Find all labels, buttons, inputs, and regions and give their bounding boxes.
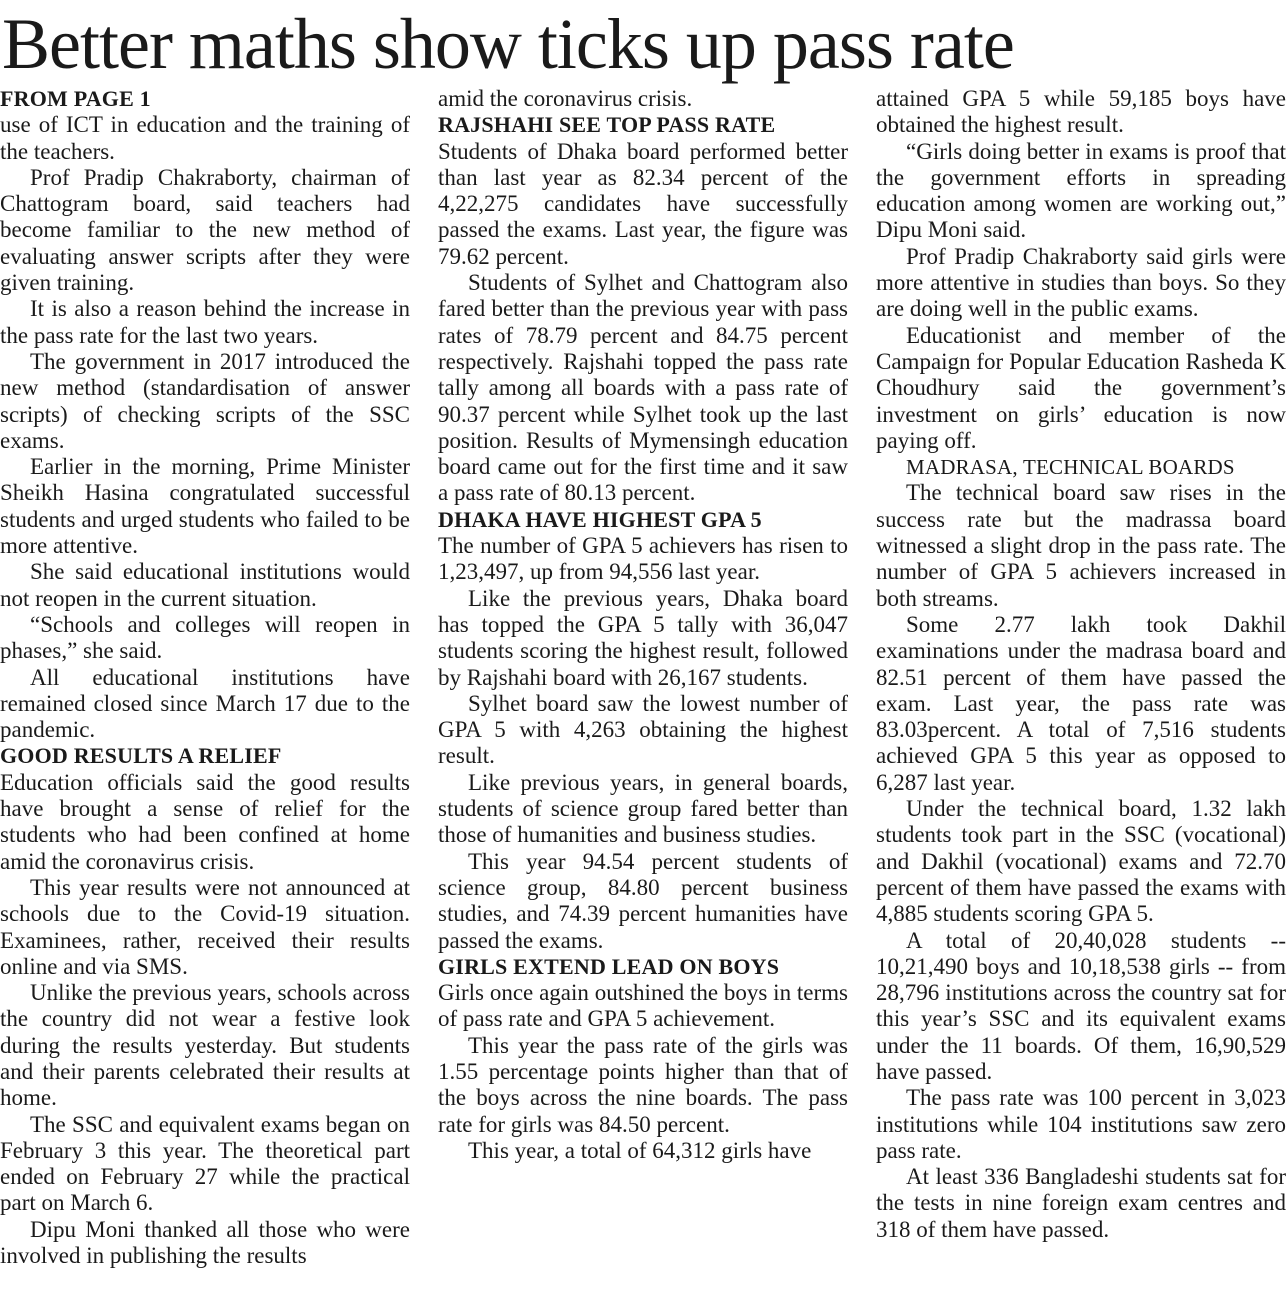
article-paragraph: The government in 2017 introduced the new method (standardisation of answer scripts) of checking scripts of the SSC exams.	[0, 348, 410, 453]
article-paragraph: Girls once again outshined the boys in terms of pass rate and GPA 5 achievement.	[438, 980, 848, 1032]
article-paragraph: At least 336 Bangladeshi students sat for the tests in nine foreign exam centres and 318 of them have passed.	[876, 1164, 1286, 1242]
article-paragraph: amid the coronavirus crisis.	[438, 86, 693, 111]
section-subheading: DHAKA HAVE HIGHEST GPA 5	[438, 506, 762, 532]
article-paragraph: Prof Pradip Chakraborty, chairman of Chattogram board, said teachers had become familiar to the new method of evaluating answer scripts after they were given training.	[0, 164, 410, 296]
article-paragraph: Educationist and member of the Campaign for Popular Education Rasheda K Choudhury said the government’s investment on girls’ education is now paying off.	[876, 322, 1286, 453]
section-subheading: GOOD RESULTS A RELIEF	[0, 743, 282, 769]
article-paragraph: attained GPA 5 while 59,185 boys have obtained the highest result.	[876, 86, 1286, 138]
article-paragraph: Unlike the previous years, schools across the country did not wear a festive look during the results yesterday. But students and their parents celebrated their results at home.	[0, 980, 410, 1111]
article-paragraph: Students of Dhaka board performed better than last year as 82.34 percent of the 4,22,275 candidates have successfully passed the exams. Last year, the figure was 79.62 percent.	[438, 138, 848, 269]
article-paragraph: This year results were not announced at schools due to the Covid-19 situation. Examinees, rather, received their results online and via SMS.	[0, 874, 410, 979]
article-paragraph: Education officials said the good results have brought a sense of relief for the students who had been confined at home amid the coronavirus crisis.	[0, 769, 410, 874]
article-paragraph: Prof Pradip Chakraborty said girls were more attentive in studies than boys. So they are doing well in the public exams.	[876, 243, 1286, 322]
section-subheading: RAJSHAHI SEE TOP PASS RATE	[438, 112, 776, 138]
article-headline: Better maths show ticks up pass rate	[2, 4, 1014, 84]
article-paragraph: “Schools and colleges will reopen in phases,” she said.	[0, 611, 410, 664]
article-paragraph: The pass rate was 100 percent in 3,023 institutions while 104 institutions saw zero pass rate.	[876, 1085, 1286, 1163]
article-paragraph: All educational institutions have remained closed since March 17 due to the pandemic.	[0, 664, 410, 743]
article-paragraph: She said educational institutions would not reopen in the current situation.	[0, 559, 410, 611]
article-paragraph: It is also a reason behind the increase in the pass rate for the last two years.	[0, 296, 410, 348]
article-paragraph: Some 2.77 lakh took Dakhil examinations under the madrasa board and 82.51 percent of them have passed the exam. Last year, the pass rate was 83.03percent. A total of 7,516 students achieved GPA 5 this year as opposed to 6,287 last year.	[876, 611, 1286, 795]
article-paragraph: Sylhet board saw the lowest number of GPA 5 with 4,263 obtaining the highest result.	[438, 690, 848, 769]
article-paragraph: use of ICT in education and the training of the teachers.	[0, 112, 410, 164]
article-paragraph: This year the pass rate of the girls was 1.55 percentage points higher than that of the boys across the nine boards. The pass rate for girls was 84.50 percent.	[438, 1032, 848, 1137]
article-paragraph: Earlier in the morning, Prime Minister Sheikh Hasina congratulated successful students and urged students who failed to be more attentive.	[0, 454, 410, 559]
section-subheading: MADRASA, TECHNICAL BOARDS	[906, 455, 1235, 480]
article-column-3	[876, 86, 1286, 1308]
article-paragraph: The number of GPA 5 achievers has risen to 1,23,497, up from 94,556 last year.	[438, 533, 848, 585]
article-paragraph: This year, a total of 64,312 girls have	[468, 1137, 812, 1163]
article-paragraph: Like the previous years, Dhaka board has topped the GPA 5 tally with 36,047 students scoring the highest result, followed by Rajshahi board with 26,167 students.	[438, 585, 848, 690]
article-paragraph: The SSC and equivalent exams began on February 3 this year. The theoretical part ended on February 27 while the practical part on March 6.	[0, 1111, 410, 1216]
article-column-1	[0, 86, 410, 1308]
section-subheading: GIRLS EXTEND LEAD ON BOYS	[438, 953, 780, 979]
article-paragraph: Under the technical board, 1.32 lakh students took part in the SSC (vocational) and Dakhil (vocational) exams and 72.70 percent of them have passed the exams with 4,885 students scoring GPA 5.	[876, 796, 1286, 927]
section-subheading: FROM PAGE 1	[0, 86, 151, 111]
article-paragraph: Dipu Moni thanked all those who were involved in publishing the results	[0, 1216, 410, 1269]
article-paragraph: Students of Sylhet and Chattogram also fared better than the previous year with pass rates of 78.79 percent and 84.75 percent respectively. Rajshahi topped the pass rate tally among all boards with a pass rate of 90.37 percent while Sylhet took up the last position. Results of Mymensingh education board came out for the first time and it saw a pass rate of 80.13 percent.	[438, 270, 848, 506]
article-paragraph: “Girls doing better in exams is proof that the government efforts in spreading education among women are working out,” Dipu Moni said.	[876, 138, 1286, 243]
article-paragraph: This year 94.54 percent students of science group, 84.80 percent business studies, and 74.39 percent humanities have passed the exams.	[438, 848, 848, 953]
article-paragraph: The technical board saw rises in the success rate but the madrassa board witnessed a slight drop in the pass rate. The number of GPA 5 achievers increased in both streams.	[876, 480, 1286, 611]
article-column-2	[438, 86, 848, 1308]
article-paragraph: Like previous years, in general boards, students of science group fared better than those of humanities and business studies.	[438, 769, 848, 848]
article-paragraph: A total of 20,40,028 students -- 10,21,490 boys and 10,18,538 girls -- from 28,796 institutions across the country sat for this year’s SSC and its equivalent exams under the 11 boards. Of them, 16,90,529 have passed.	[876, 927, 1286, 1084]
